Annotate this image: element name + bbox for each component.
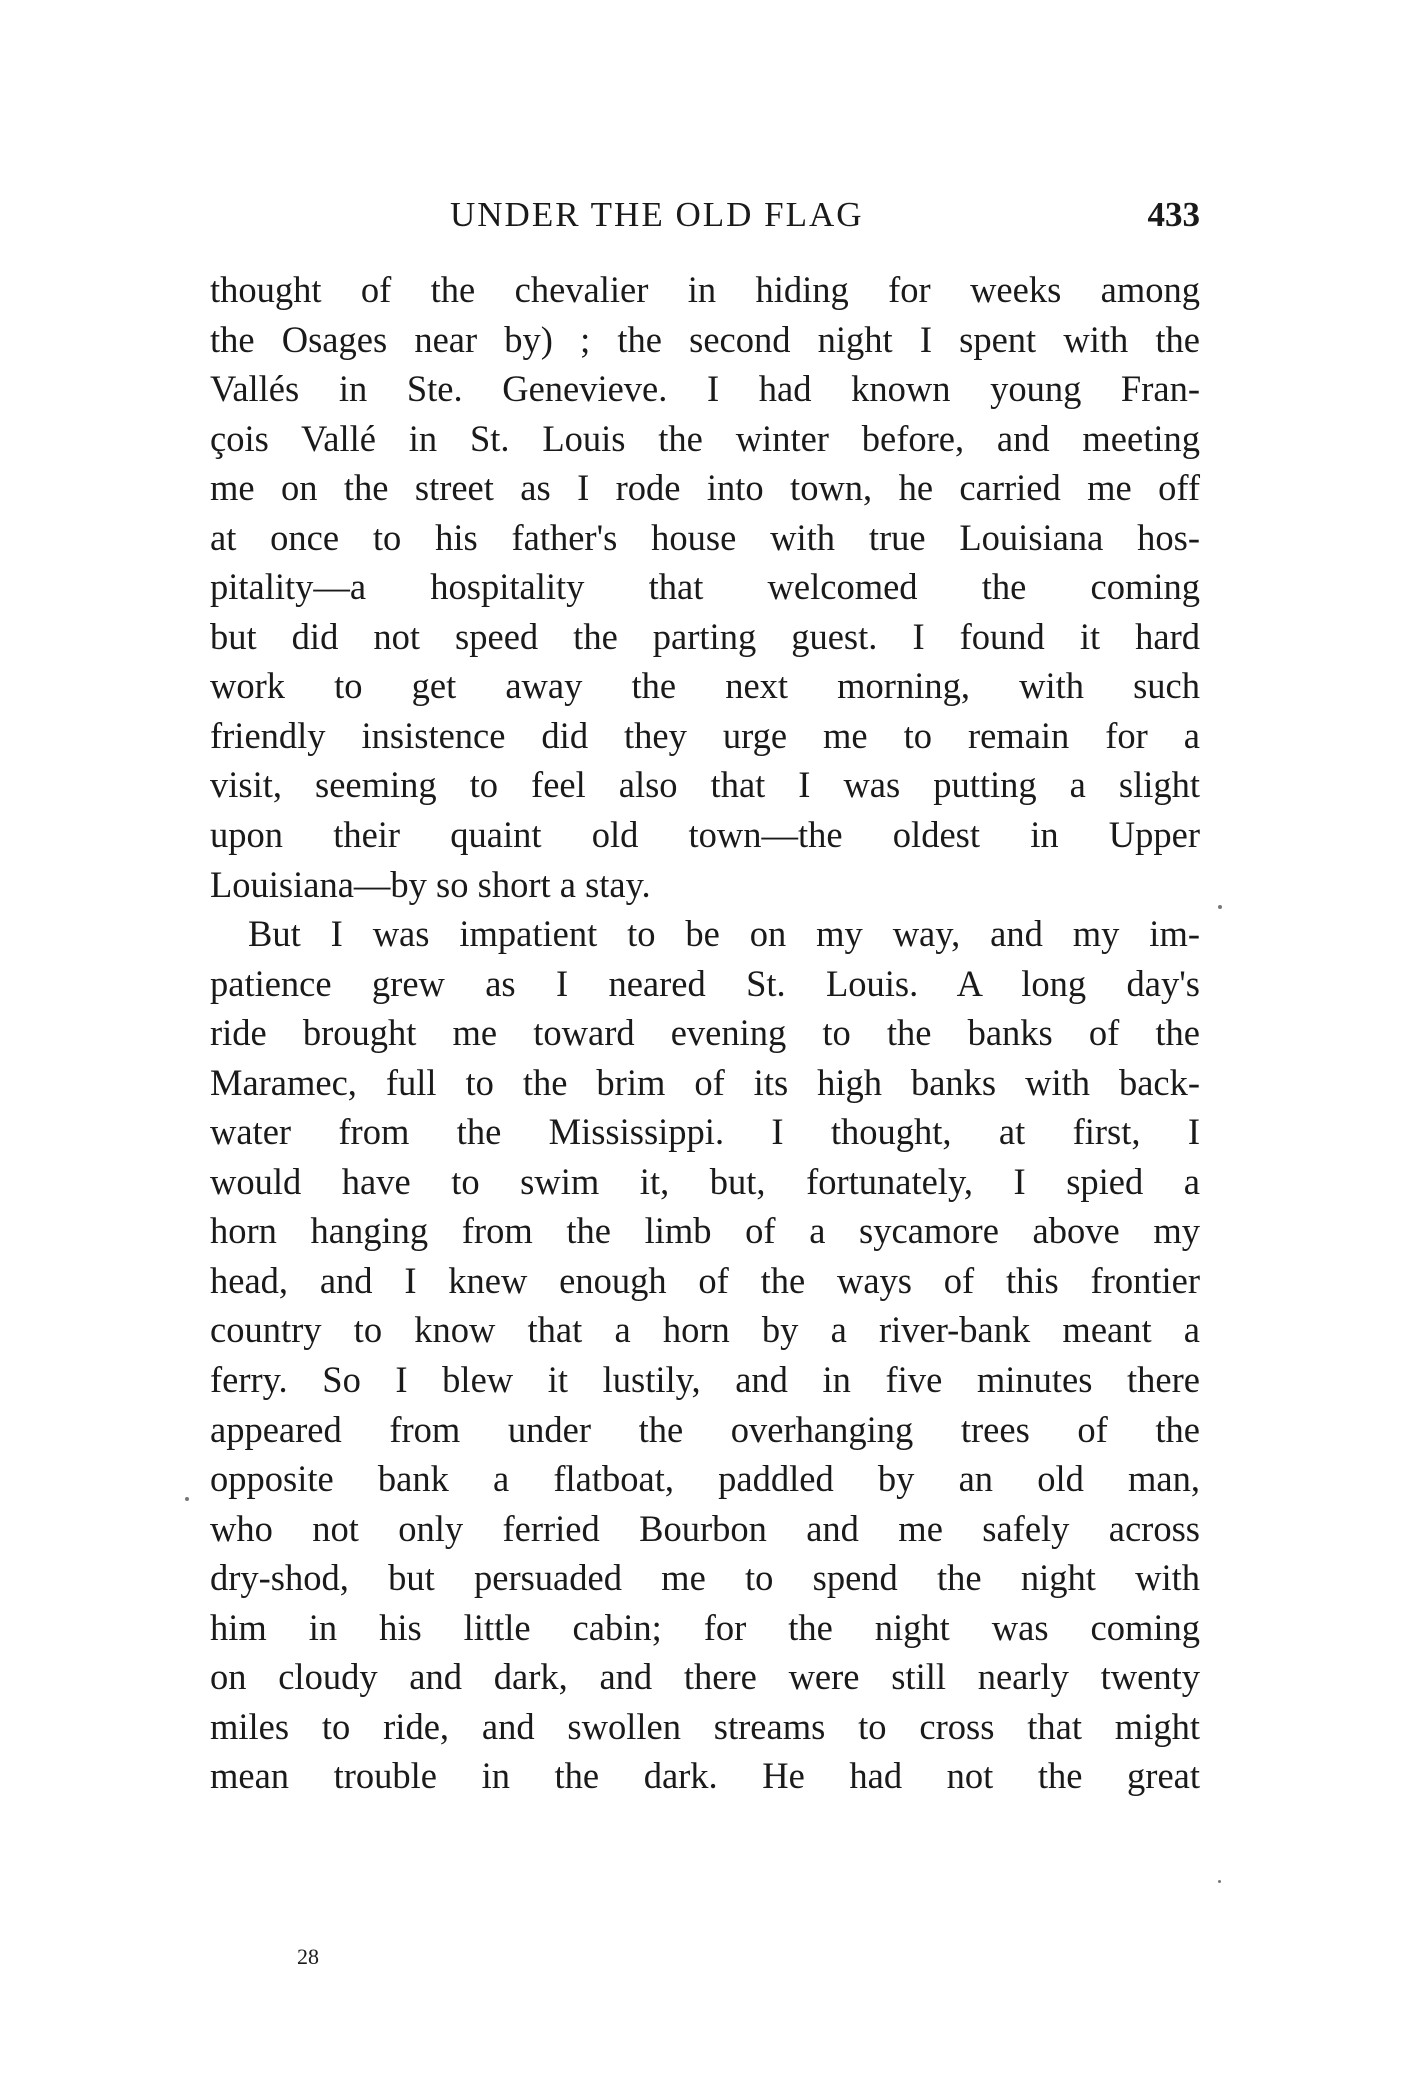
- text-line: thought of the chevalier in hiding for weeks among: [210, 269, 1200, 310]
- text-line: horn hanging from the limb of a sycamore above my: [210, 1210, 1200, 1252]
- paper-speck: [185, 1497, 189, 1501]
- text-line: work to get away the next morning, with such: [210, 665, 1200, 707]
- text-line: on cloudy and dark, and there were still nearly twenty: [210, 1656, 1200, 1698]
- text-line: who not only ferried Bourbon and me safely across: [210, 1507, 1200, 1549]
- text-line: pitality—a hospitality that welcomed the coming: [210, 566, 1200, 608]
- text-line: the Osages near by) ; the second night I spent with the: [210, 318, 1200, 360]
- page-header: [210, 193, 1200, 237]
- text-line: appeared from under the overhanging trees of the: [210, 1408, 1200, 1450]
- text-line: Maramec, full to the brim of its high banks with back-: [210, 1061, 1200, 1103]
- text-line: mean trouble in the dark. He had not the great: [210, 1755, 1200, 1797]
- paragraph-1: [210, 265, 1200, 909]
- text-line: country to know that a horn by a river-bank meant a: [210, 1309, 1200, 1351]
- paper-speck: [1218, 905, 1222, 909]
- body-text: [210, 265, 1200, 1801]
- text-line: opposite bank a flatboat, paddled by an old man,: [210, 1458, 1200, 1500]
- text-line: water from the Mississippi. I thought, at first, I: [210, 1111, 1200, 1153]
- text-line: Louisiana—by so short a stay.: [210, 863, 651, 905]
- text-line: ride brought me toward evening to the banks of the: [210, 1012, 1200, 1054]
- page-number: 433: [1147, 195, 1200, 234]
- paragraph-2: [210, 909, 1200, 1801]
- text-line: but did not speed the parting guest. I found it hard: [210, 615, 1200, 657]
- text-line: me on the street as I rode into town, he carried me off: [210, 467, 1200, 509]
- text-line: patience grew as I neared St. Louis. A long day's: [210, 962, 1200, 1004]
- text-line: would have to swim it, but, fortunately, I spied a: [210, 1160, 1200, 1202]
- text-line: friendly insistence did they urge me to remain for a: [210, 714, 1200, 756]
- paper-speck: [1218, 1880, 1221, 1883]
- text-line: upon their quaint old town—the oldest in Upper: [210, 814, 1200, 856]
- text-line: miles to ride, and swollen streams to cross that might: [210, 1705, 1200, 1747]
- text-line: ferry. So I blew it lustily, and in five minutes there: [210, 1359, 1200, 1401]
- text-line: But I was impatient to be on my way, and my im-: [248, 913, 1200, 955]
- text-line: head, and I knew enough of the ways of this frontier: [210, 1259, 1200, 1301]
- running-title: UNDER THE OLD FLAG: [450, 195, 864, 234]
- text-line: çois Vallé in St. Louis the winter before, and meeting: [210, 417, 1200, 459]
- text-line: him in his little cabin; for the night was coming: [210, 1606, 1200, 1648]
- text-line: at once to his father's house with true Louisiana hos-: [210, 516, 1200, 558]
- signature-mark: 28: [297, 1944, 319, 1969]
- text-line: visit, seeming to feel also that I was putting a slight: [210, 764, 1200, 806]
- text-line: dry-shod, but persuaded me to spend the night with: [210, 1557, 1200, 1599]
- text-line: Vallés in Ste. Genevieve. I had known young Fran-: [210, 368, 1200, 410]
